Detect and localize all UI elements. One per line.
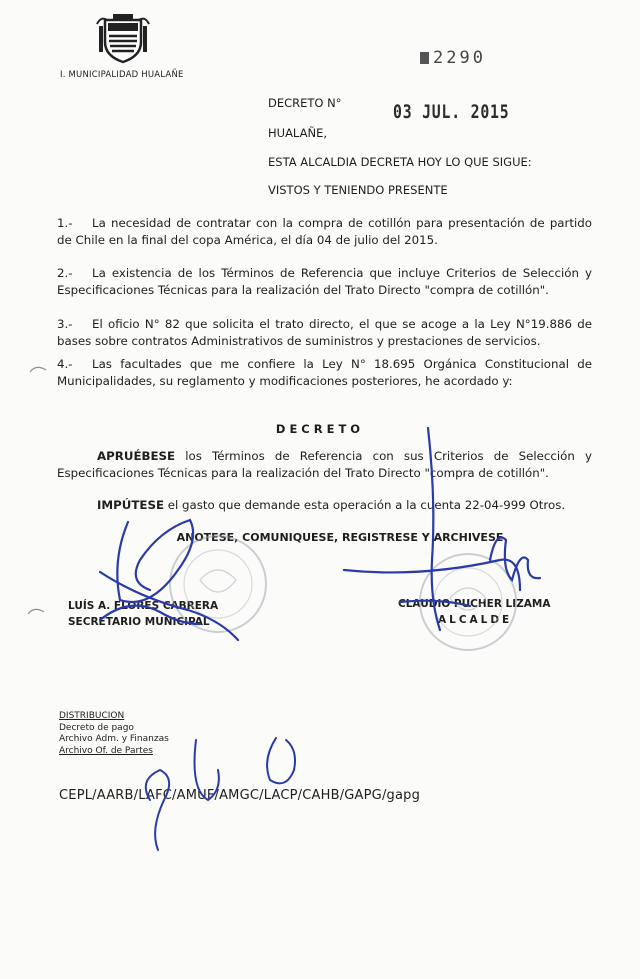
imputese-paragraph [57,497,592,514]
imputese-keyword: IMPÚTESE [97,498,165,512]
considerando-text: La necesidad de contratar con la compra de cotillón para presentación de partido de Chile en la final del copa América, el día 04 de julio del 2015. [57,216,592,247]
imputese-text: el gasto que demande esta operación a la cuenta 22-04-999 Otros. [164,498,566,512]
date-stamp: 03 JUL. 2015 [393,101,510,123]
initials-line: CEPL/AARB/LAFC/AMUF/AMGC/LACP/CAHB/GAPG/gapg [59,788,421,803]
decree-number: 2290 [433,48,486,68]
considerando-number: 4.- [57,357,73,371]
closing-line: ANOTESE, COMUNIQUESE, REGISTRESE Y ARCHIVESE [176,531,504,544]
alcalde-title: ALCALDE [438,614,513,626]
distribution-item: Archivo Of. de Partes [59,745,153,756]
alcaldia-line: ESTA ALCALDIA DECRETA HOY LO QUE SIGUE: [268,155,532,169]
distribution-block [59,711,169,757]
distribution-item: Archivo Adm. y Finanzas [59,734,169,744]
considerando-number: 1.- [57,216,73,230]
distribution-heading: DISTRIBUCION [59,711,125,721]
decreto-label: DECRETO N° [268,96,342,110]
apruebese-keyword: APRUÉBESE [97,449,176,463]
considerando-1 [57,215,592,249]
considerando-text: El oficio N° 82 que solicita el trato directo, el que se acoge a la Ley N°19.886 de bases sobre contratos Administrativos de suministros y prestaciones de servicios. [57,317,592,348]
considerando-number: 2.- [57,266,73,280]
alcalde-signature-block [398,596,550,628]
municipal-crest-icon [95,12,151,64]
considerando-4 [57,356,592,390]
distribution-item: Decreto de pago [59,722,134,733]
secretario-title: SECRETARIO MUNICIPAL [68,616,210,628]
apruebese-paragraph [57,448,592,482]
considerando-text: Las facultades que me confiere la Ley N° 18.695 Orgánica Constitucional de Municipalidades, su reglamento y modificaciones posteriores, he acordado y: [57,357,592,388]
decreto-title: DECRETO [275,422,365,436]
place-label: HUALAÑE, [268,126,327,140]
alcalde-name: CLAUDIO PUCHER LIZAMA [398,598,551,610]
stamp-block-icon [420,52,429,64]
considerando-3 [57,316,592,350]
considerando-number: 3.- [57,317,73,331]
apruebese-text: los Términos de Referencia con sus Criterios de Selección y Especificaciones Técnicas para la realización del Trato Directo "compra de cotillón". [57,449,592,480]
secretario-name: LUÍS A. FLORES CABRERA [68,600,219,612]
vistos-line: VISTOS Y TENIENDO PRESENTE [268,183,448,197]
secretario-signature-block [68,598,218,630]
municipality-name: I. MUNICIPALIDAD HUALAÑE [60,70,184,80]
considerando-2 [57,265,592,299]
decree-number-stamp [420,48,486,68]
margin-mark-icon [28,367,46,614]
considerando-text: La existencia de los Términos de Referencia que incluye Criterios de Selección y Especificaciones Técnicas para la realización del Trato Directo "compra de cotillón". [57,266,592,297]
